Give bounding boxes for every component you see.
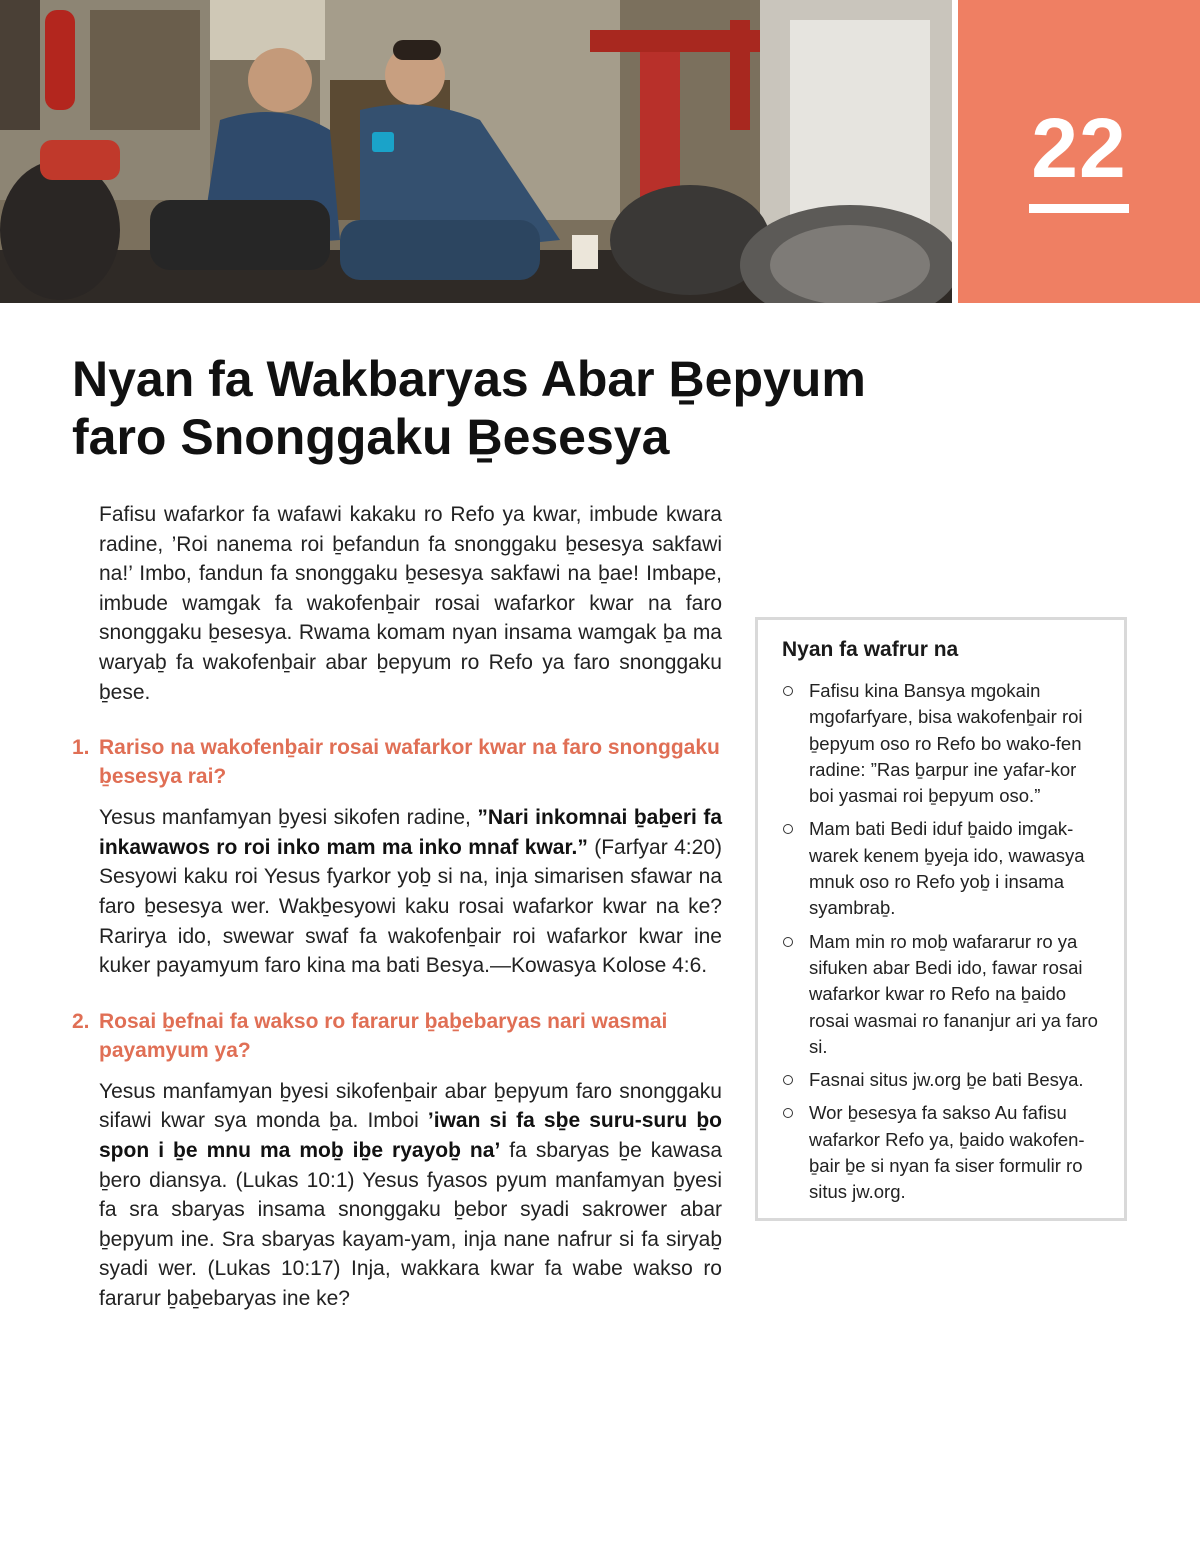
circle-bullet-icon — [783, 824, 793, 834]
question-1 — [72, 733, 722, 791]
header-photo — [0, 0, 952, 303]
question-1-text: Rariso na wakofenḇair rosai wafarkor kwar na faro snonggaku ḇesesya rai? — [99, 736, 720, 789]
garage-scene-illustration — [0, 0, 952, 303]
sidebar-list-item — [782, 678, 1102, 809]
circle-bullet-icon — [783, 1075, 793, 1085]
sidebar-list-item — [782, 816, 1102, 921]
page-title — [72, 350, 932, 466]
section-2-quote: ’iwan si fa sḇe suru-suru ḇo spon i ḇe mnu ma moḇ iḇe ryayoḇ na’ — [99, 1109, 722, 1162]
question-1-number: 1. — [72, 736, 90, 760]
title-line-1: Nyan fa Wakbaryas Abar Ḇepyum — [72, 351, 866, 407]
sidebar-item-text: Fasnai situs jw.org ḇe bati Besya. — [809, 1069, 1084, 1091]
sidebar-box — [755, 617, 1127, 1221]
question-2 — [72, 1007, 722, 1065]
sidebar-item-text: Mam bati Bedi iduf ḇaido imgak-warek kenem ḇyeja ido, wawasya mnuk oso ro Refo yoḇ i insama syambraḇ. — [809, 818, 1085, 919]
section-1-quote: ”Nari inkomnai ḇaḇeri fa inkawawos ro roi inko mam ma inko mnaf kwar.” — [99, 806, 722, 859]
title-line-2: faro Snonggaku Ḇesesya — [72, 409, 670, 465]
sidebar-title: Nyan fa wafrur na — [782, 638, 959, 661]
sidebar-item-text: Mam min ro moḇ wafararur ro ya sifuken abar Bedi ido, fawar rosai wafarkor kwar ro Refo na ḇaido rosai wasmai ro fananjur ari ya faro si. — [809, 930, 1098, 1057]
lesson-number-underline — [1029, 204, 1129, 213]
main-column — [72, 500, 722, 1313]
section-1-text-a: Yesus manfamyan ḇyesi sikofen radine, — [99, 806, 478, 830]
circle-bullet-icon — [783, 1108, 793, 1118]
lesson-number: 22 — [1031, 101, 1127, 195]
circle-bullet-icon — [783, 686, 793, 696]
section-1-text-b: (Farfyar 4:20) Sesyowi kaku roi Yesus fyarkor yoḇ si na, inja simarisen sfawar na faro ḇesesya wer. Wakḇesyowi kaku rosai wafarkor kwar na ke? Rarirya ido, swewar swaf fa wakofenḇair roi wafarkor kwar ine kuker payamyum faro kina ma bati Besya.—Kowasya Kolose 4:6. — [99, 835, 722, 978]
sidebar-list — [782, 678, 1102, 1206]
lesson-number-box — [958, 0, 1200, 303]
sidebar-item-text: Wor ḇesesya fa sakso Au fafisu wafarkor Refo ya, ḇaido wakofen-ḇair ḇe si nyan fa siser formulir ro situs jw.org. — [809, 1102, 1085, 1203]
section-2-text-b: fa sbaryas ḇe kawasa ḇero diansya. (Lukas 10:1) Yesus fyasos pyum manfamyan ḇyesi fa sra sbaryas insama snonggaku ḇebor syadi sakrower abar ḇepyum ine. Sra sbaryas kayam-yam, inja nane nafrur si fa siryaḇ syadi wer. (Lukas 10:17) Inja, wakkara kwar fa wabe wakso ro fararur ḇaḇebaryas ine ke? — [99, 1138, 722, 1310]
question-2-number: 2. — [72, 1009, 90, 1033]
section-1-paragraph — [99, 803, 722, 981]
section-2-text-a: Yesus manfamyan ḇyesi sikofenḇair abar ḇepyum faro snonggaku sifawi kwar sya monda ḇa. Imboi — [99, 1079, 722, 1133]
section-2-paragraph — [99, 1077, 722, 1314]
sidebar-list-item — [782, 929, 1102, 1060]
sidebar-list-item — [782, 1067, 1102, 1093]
intro-paragraph: Fafisu wafarkor fa wafawi kakaku ro Refo ya kwar, imbude kwara radine, ’Roi nanema roi ḇefandun fa snonggaku ḇesesya sakfawi na!’ Imbo, fandun fa snonggaku ḇesesya sakfawi na ḇae! Imbape, imbude wamgak fa wakofenḇair rosai wafarkor kwar na faro snonggaku ḇesesya. Rwama komam nyan insama wamgak ḇa ma waryaḇ fa wakofenḇair abar ḇepyum ro Refo ya faro snonggaku ḇese. — [99, 503, 722, 704]
sidebar-list-item — [782, 1100, 1102, 1205]
question-2-text: Rosai ḇefnai fa wakso ro fararur ḇaḇebaryas nari wasmai payamyum ya? — [99, 1009, 668, 1062]
sidebar-item-text: Fafisu kina Bansya mgokain mgofarfyare, bisa wakofenḇair roi ḇepyum oso ro Refo bo wako-fen radine: ”Ras ḇarpur ine yafar-kor boi yasmai roi ḇepyum oso.” — [809, 680, 1083, 807]
circle-bullet-icon — [783, 937, 793, 947]
